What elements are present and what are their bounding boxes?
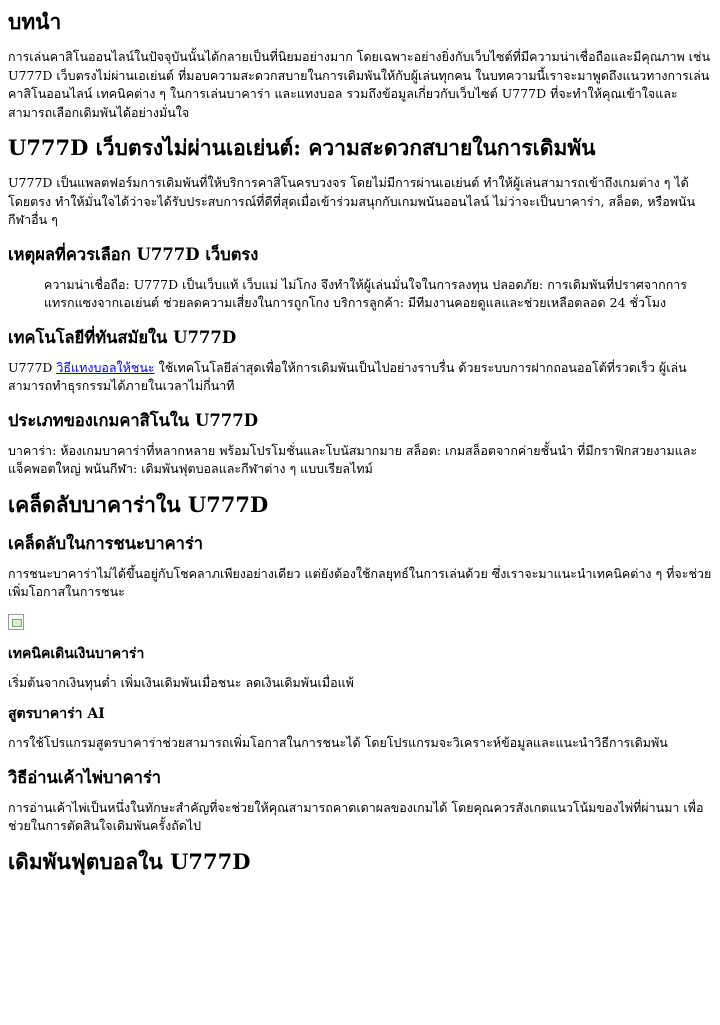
game-types-heading: ประเภทของเกมคาสิโนใน U777D xyxy=(8,410,259,430)
money-technique-paragraph: เริ่มต้นจากเงินทุนต่ำ เพิ่มเงินเดิมพันเมื่อชนะ ลดเงินเดิมพันเมื่อแพ้ xyxy=(8,674,354,690)
ai-formula-heading: สูตรบาคาร่า AI xyxy=(8,706,105,722)
technology-paragraph xyxy=(8,359,712,396)
direct-website-paragraph: U777D เป็นแพลตฟอร์มการเดิมพันที่ให้บริการคาสิโนครบวงจร โดยไม่มีการผ่านเอเย่นต์ ทำให้ผู้เล่นสามารถเข้าถึงเกมต่าง ๆ ได้โดยตรง ทำให้มั่นใจได้ว่าจะได้รับประสบการณ์ที่ดีที่สุดเมื่อเข้าร่วมสนุกกับเกมพนันออนไลน์ ไม่ว่าจะเป็นบาคาร่า, สล็อต, หรือพนันกีฬาอื่น ๆ xyxy=(8,175,696,227)
section-heading-football: เดิมพันฟุตบอลใน U777D xyxy=(8,848,251,874)
betting-tips-link[interactable]: วิธีแทงบอลให้ชนะ xyxy=(56,359,155,375)
game-types-paragraph: บาคาร่า: ห้องเกมบาคาร่าที่หลากหลาย พร้อมโปรโมชั่นและโบนัสมากมาย สล็อต: เกมสล็อตจากค่ายชั้นนำ ที่มีกราฟิกสวยงามและแจ็คพอตใหญ่ พนันกีฬา: เดิมพันฟุตบอลและกีฬาต่าง ๆ แบบเรียลไทม์ xyxy=(8,442,698,476)
card-reading-heading: วิธีอ่านเค้าไพ่บาคาร่า xyxy=(8,767,162,787)
intro-paragraph: การเล่นคาสิโนออนไลน์ในปัจจุบันนั้นได้กลายเป็นที่นิยมอย่างมาก โดยเฉพาะอย่างยิ่งกับเว็บไซต์ที่มีความน่าเชื่อถือและมีคุณภาพ เช่น U777D เว็บตรงไม่ผ่านเอเย่นต์ ที่มอบความสะดวกสบายในการเดิมพันให้กับผู้เล่นทุกคน ในบทความนี้เราจะมาพูดถึงแนวทางการเล่นคาสิโนออนไลน์ เทคนิคต่าง ๆ ในการเล่นบาคาร่า และแทงบอล รวมถึงข้อมูลเกี่ยวกับเว็บไซต์ U777D ที่จะทำให้คุณเข้าใจและสามารถเลือกเดิมพันได้อย่างมั่นใจ xyxy=(8,49,711,120)
technology-prefix: U777D xyxy=(8,359,57,375)
technology-suffix: ใช้เทคโนโลยีล่าสุดเพื่อให้การเดิมพันเป็นไปอย่างราบรื่น ด้วยระบบการฝากถอนออโต้ที่รวดเร็ว ผู้เล่นสามารถทำธุรกรรมได้ภายในเวลาไม่กี่นาที xyxy=(8,359,687,393)
intro-heading: บทนำ xyxy=(8,9,62,34)
winning-tips-heading: เคล็ดลับในการชนะบาคาร่า xyxy=(8,533,204,553)
reasons-heading: เหตุผลที่ควรเลือก U777D เว็บตรง xyxy=(8,244,259,264)
winning-tips-paragraph: การชนะบาคาร่าไม่ได้ขึ้นอยู่กับโชคลาภเพียงอย่างเดียว แต่ยังต้องใช้กลยุทธ์ในการเล่นด้วย ซึ่งเราจะมาแนะนำเทคนิคต่าง ๆ ที่จะช่วยเพิ่มโอกาสในการชนะ xyxy=(8,565,712,599)
ai-formula-paragraph: การใช้โปรแกรมสูตรบาคาร่าช่วยสามารถเพิ่มโอกาสในการชนะได้ โดยโปรแกรมจะวิเคราะห์ข้อมูลและแนะนำวิธีการเดิมพัน xyxy=(8,735,668,750)
reasons-blockquote: ความน่าเชื่อถือ: U777D เป็นเว็บแท้ เว็บแม่ ไม่โกง จึงทำให้ผู้เล่นมั่นใจในการลงทุน ปลอดภัย: การเดิมพันที่ปราศจากการแทรกแซงจากเอเย่นต์ ช่วยลดความเสี่ยงในการถูกโกง บริการลูกค้า: มีทีมงานคอยดูแลและช่วยเหลือตลอด 24 ชั่วโมง xyxy=(44,276,687,310)
section-heading-direct-website: U777D เว็บตรงไม่ผ่านเอเย่นต์: ความสะดวกสบายในการเดิมพัน xyxy=(8,135,596,160)
section-heading-baccarat-tips: เคล็ดลับบาคาร่าใน U777D xyxy=(8,491,269,517)
broken-image-icon xyxy=(8,614,24,630)
article xyxy=(8,8,712,876)
technology-heading: เทคโนโลยีที่ทันสมัยใน U777D xyxy=(8,327,237,347)
card-reading-paragraph: การอ่านเค้าไพ่เป็นหนึ่งในทักษะสำคัญที่จะช่วยให้คุณสามารถคาดเดาผลของเกมได้ โดยคุณควรสังเกตแนวโน้มของไพ่ที่ผ่านมา เพื่อช่วยในการตัดสินใจเดิมพันครั้งถัดไป xyxy=(8,799,704,833)
money-technique-heading: เทคนิคเดินเงินบาคาร่า xyxy=(8,645,145,662)
